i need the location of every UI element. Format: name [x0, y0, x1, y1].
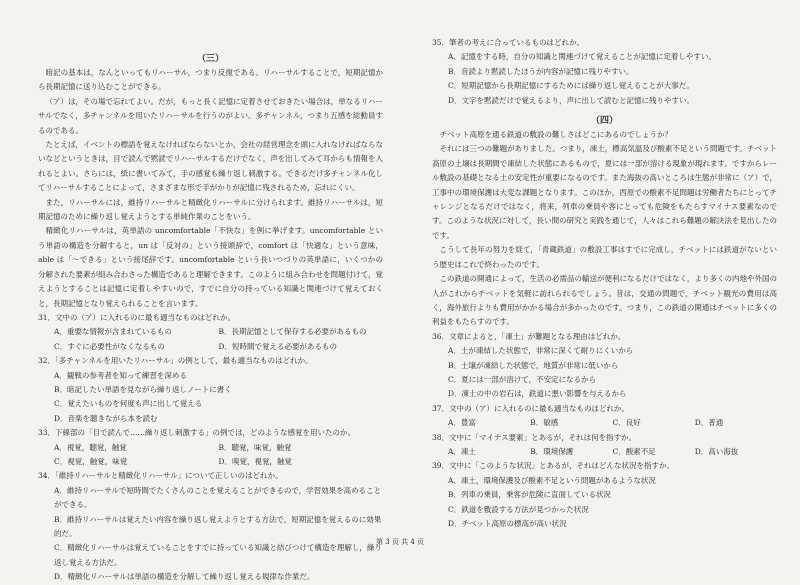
section-title-4: （四）: [590, 116, 618, 127]
section-title-3: （三）: [196, 54, 224, 64]
question-36: 36．文章によると，「凍土」が難題となる理由はどれか。: [432, 331, 626, 341]
option[interactable]: B．環境保護: [530, 446, 574, 456]
question-34: 34．「維持リハーサルと精緻化リハーサル」について正しいのはどれか。: [38, 471, 283, 481]
option[interactable]: D．精緻化リハーサルは単語の構造を分解して繰り返し覚える規律な作業だ。: [54, 572, 315, 582]
page-footer: 第 3 页 共 4 页: [375, 538, 425, 546]
option[interactable]: D．凍土の中の岩石は，鉄道に悪い影響を与えるから: [448, 389, 627, 399]
option[interactable]: C．短期記憶から長期記憶にするためには繰り返し覚えることが大事だ。: [448, 81, 694, 91]
question-38: 38．文中に「マイナス要素」とあるが，それは何を指すか。: [432, 432, 637, 442]
option[interactable]: C．覚えたいものを何度も声に出して覚える: [54, 399, 203, 409]
option[interactable]: C．良好: [612, 418, 641, 428]
option[interactable]: B．長期記憶として保存する必要があるもの: [218, 327, 367, 337]
option[interactable]: B．維持リハーサルは覚えたい内容を繰り返し覚えようとする方法で，短期記憶を覚えるのに効果的だ。: [54, 514, 382, 538]
options-33: [54, 441, 383, 455]
passage-paragraph: 暗記の基本は，なんといってもリハーサル，つまり反復である。リハーサルすることで，短期記憶から長期記憶に送り込むことができる。: [38, 68, 383, 92]
option[interactable]: A．重要な情報が含まれているもの: [54, 327, 172, 337]
option[interactable]: A．凍土，環境保護及び酸素不足という問題があるような状況: [448, 475, 656, 485]
options-31: [54, 325, 383, 339]
passage-paragraph: こうして長年の努力を経て，「青蔵鉄道」の敷設工事はすでに完成し，チベットには鉄道がないという歴史はこれで終わったのです。: [432, 245, 777, 269]
question-37: 37．文中の（ア）に入れるのに最も適当なものはどれか。: [432, 403, 630, 413]
options-31: [54, 340, 383, 354]
option[interactable]: A．維持リハーサルで短時間でたくさんのことを覚えることができるので，学習効果を高めることができる。: [54, 485, 382, 510]
options-37: [448, 416, 777, 430]
passage-paragraph: チベット高原を通る鉄道の敷設の難しさはどこにあるのでしょうか？: [439, 130, 672, 140]
option[interactable]: C．すぐに必要性がなくなるもの: [54, 341, 165, 351]
passage-paragraph: また，リハーサルには，維持リハーサルと精緻化リハーサルに分けられます。維持リハーサルは，短期記憶のために繰り返し覚えようとする単純作業のことをいう。: [38, 197, 383, 222]
question-31: 31．文中の（ア）に入れるのに最も適当なものはどれか。: [38, 312, 236, 322]
option[interactable]: B．暗記したい単語を見ながら繰り返しノートに書く: [54, 384, 232, 394]
option[interactable]: D．チベット高原の標高が高い状況: [448, 519, 567, 528]
question-33: 33．下線部の「目で読んで……繰り返し刺激する」の例では，どのような感覚を用いたのか。: [38, 428, 356, 438]
right-column: [432, 0, 777, 531]
option[interactable]: B．土壌が凍結した状態で，地質が非常に低いから: [448, 360, 619, 370]
option[interactable]: D．高い海抜: [694, 446, 739, 456]
option[interactable]: D．嗅覚，視覚，触覚: [218, 456, 293, 466]
option[interactable]: B．聴覚，味覚，触覚: [218, 442, 292, 452]
passage-paragraph: 精緻化リハーサルは，英単語の uncomfortable「不快な」を例に挙げます。uncomfortable という単語の構造を分解すると，un は「反対の」という接頭辞で，comfort は「快適な」という意味，able は「〜できる」という接尾辞です。uncomfortable という長いつづりの英単語に，いくつかの分解された要素が組み合わさった構造であると理解できます。このように組み合わせを問題付けて，覚えようとすることは記憶に定着しやすいので，すでに自分の持っている知識と関連づけて覚えておくと，長期記憶となり覚えられることを言います。: [38, 226, 383, 308]
option[interactable]: B．列車の乗員，乗客が危険に直面している状況: [448, 490, 612, 500]
option[interactable]: C．夏には一部が溶けて，不安定になるから: [448, 374, 597, 384]
option[interactable]: D．短時間で覚える必要があるもの: [218, 341, 338, 351]
passage-paragraph: それには三つの難題がありました。つまり，凍土，標高気温及び酸素不足という問題です。チベット高原の土壌は長期間で凍結した状態にあるもので，夏には一部が溶ける現象が現れます。ですからレール敷設の基礎となる土の安定性が重要になるのです。また海抜の高いところは生態が非常に（ア）で，工事中の環境保護は大変な課題となります。このほか，西原での酸素不足問題は労働者たちにとってチャレンジとなるだけではなく，将来，列車の乗員や客にとっても危険をもたらすマイナス要素なのです。このような状況に対して，長い間の研究と実践を通じて，人々はこれら難題の解決法を見出したのです。: [432, 144, 777, 240]
option[interactable]: D．音楽を聴きながら本を読む: [54, 413, 158, 423]
option[interactable]: C．鉄道を敷設する方法が見つかった状況: [448, 504, 589, 514]
option[interactable]: C．視覚，触覚，味覚: [54, 456, 128, 466]
left-column: [38, 0, 383, 585]
option[interactable]: B．敏感: [530, 418, 559, 428]
option[interactable]: A．視覚，聴覚，触覚: [54, 442, 127, 452]
option[interactable]: A．豊富: [448, 418, 476, 428]
passage-paragraph: （ア）は，その場で忘れてよい。だが，もっと長く記憶に定着させておきたい場合は，単なるリハーサルでなく，多チャンネルを用いたリハーサルを行うのがよい。多チャンネル，つまり五感を総動員するのである。: [38, 96, 383, 135]
option[interactable]: A．凍土: [448, 446, 476, 456]
passage-paragraph: たとえば，イベントの標語を覚えなければならないとか，会社の経営理念を頭に入れなければならないなどというときは，目で読んで黙読でリハーサルするだけでなく，声を出してみて耳からも情報を入れるとよい。さらには，紙に書いてみて，手の感覚も繰り返し刺激する。できるだけ多チャンネル化してリハーサルすることによって，さまざまな形で手がかりが記憶に残されるため，忘れにくい。: [38, 140, 383, 193]
question-35: 35．筆者の考えに合っているものはどれか。: [432, 38, 585, 47]
option[interactable]: A．土が凍結した状態で，非常に深くて耐りにくいから: [448, 346, 634, 356]
question-32: 32．「多チャンネルを用いたリハーサル」の例として，最も適当なものはどれか。: [38, 356, 313, 366]
option[interactable]: A．観戦の参考者を知って練習を深める: [54, 370, 187, 380]
option[interactable]: D．普通: [694, 418, 724, 428]
question-39: 39．文中に「このような状況」とあるが，それはどんな状況を指すか。: [432, 461, 675, 471]
options-33: [54, 455, 383, 469]
option[interactable]: C．酸素不足: [612, 446, 656, 456]
option[interactable]: C．精緻化リハーサルは覚えていることをすでに持っている知識と結びつけて構造を理解し，繰り返し覚える方法だ。: [54, 543, 382, 567]
option[interactable]: D．文字を黙読だけで覚えるより，声に出して読むと記憶に残りやすい。: [448, 95, 695, 105]
passage-paragraph: この鉄道の開通によって，生活の必需品の輸送が便利になるだけではなく，より多くの内地や外国の人がこれからチベットを気軽に訪れられるでしょう。昔は，交通の問題で，チベット観光の費用は高く，海外旅行よりも費用がかかる場合が多かったのです。つまり，この鉄道の開通はチベットに多くの利益をもたらすのです。: [432, 274, 777, 327]
options-38: [448, 445, 777, 459]
option[interactable]: B．音読より黙読したほうが内容が記憶に残りやすい。: [448, 66, 634, 76]
option[interactable]: A．記憶をする時，自分の知識と関連づけて覚えることが記憶に定着しやすい。: [448, 52, 716, 62]
